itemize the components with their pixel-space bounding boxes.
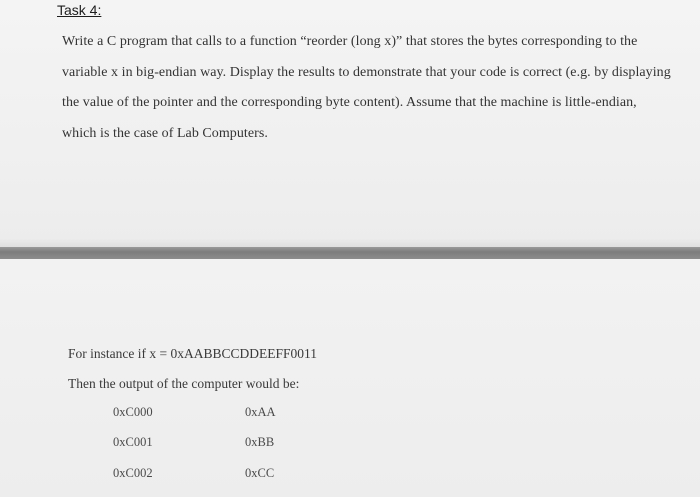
output-value: 0xAA — [245, 405, 276, 419]
output-row — [113, 405, 313, 421]
output-address: 0xC001 — [113, 435, 153, 449]
task-paragraph — [62, 27, 671, 149]
paragraph-line: the value of the pointer and the corresponding byte content). Assume that the machine is little-endian, — [62, 95, 637, 110]
panel-shadow — [0, 238, 700, 247]
example-instance-line: For instance if x = 0xAABBCCDDEEFF0011 — [68, 346, 317, 361]
output-value: 0xCC — [245, 466, 275, 480]
output-address: 0xC000 — [113, 405, 153, 419]
paragraph-line: Write a C program that calls to a function “reorder (long x)” that stores the bytes corresponding to the — [62, 34, 638, 49]
output-value: 0xBB — [245, 435, 275, 449]
task-heading: Task 4: — [57, 2, 102, 18]
section-divider — [0, 247, 700, 259]
example-output-intro: Then the output of the computer would be: — [68, 376, 300, 391]
output-row — [113, 466, 313, 482]
paragraph-line: variable x in big-endian way. Display the results to demonstrate that your code is correct (e.g. by displaying — [62, 64, 671, 80]
output-address: 0xC002 — [113, 466, 153, 480]
output-row — [113, 435, 313, 451]
paragraph-line: which is the case of Lab Computers. — [62, 125, 268, 141]
